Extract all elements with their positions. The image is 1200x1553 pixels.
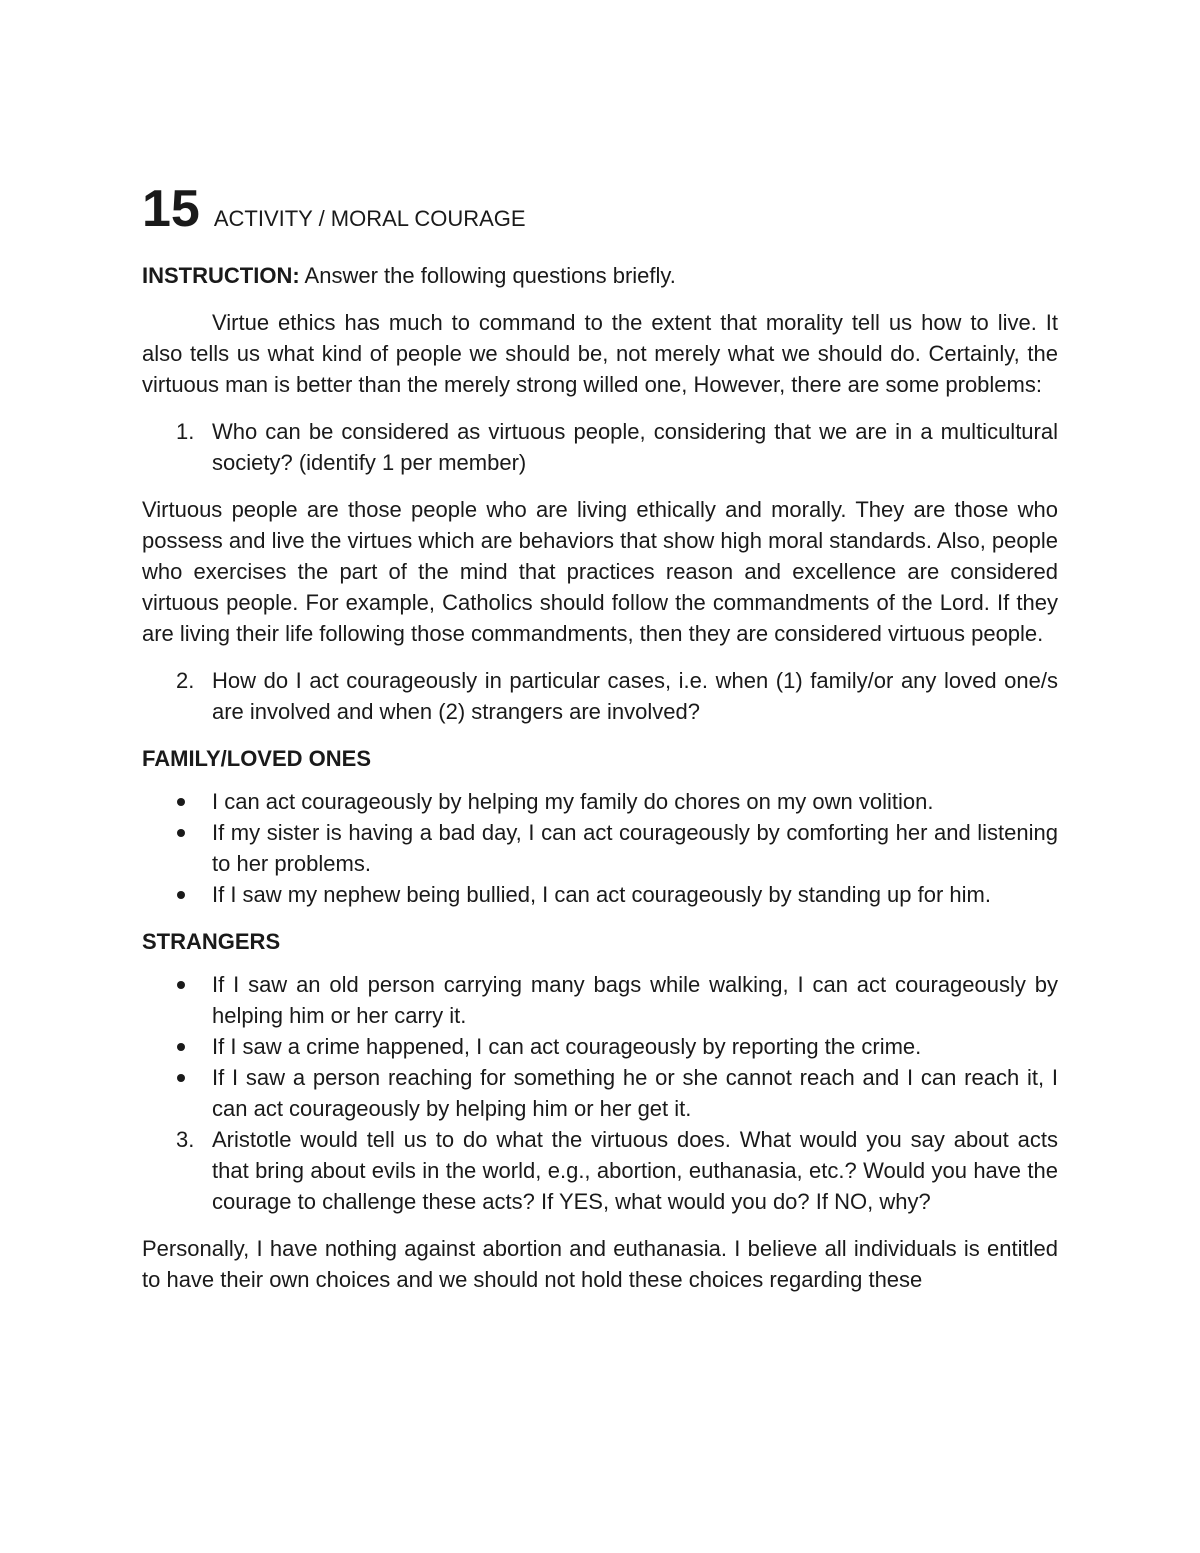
question-item <box>142 665 1058 727</box>
bullet-icon <box>177 798 185 806</box>
activity-title: ACTIVITY / MORAL COURAGE <box>213 206 526 231</box>
list-item <box>142 817 1058 879</box>
list-item <box>142 1031 1058 1062</box>
intro-paragraph: Virtue ethics has much to command to the extent that morality tell us how to live. It also tells us what kind of people we should be, not merely what we should do. Certainly, the virtuous man is better than the merely strong willed one, However, there are some problems: <box>142 310 1058 397</box>
list-item-text: If I saw a person reaching for something he or she cannot reach and I can reach it, I can act courageously by helping him or her get it. <box>212 1065 1058 1121</box>
question-list-1 <box>142 416 1058 478</box>
question-item <box>142 1124 1058 1217</box>
activity-heading <box>142 178 1058 240</box>
question-text: Who can be considered as virtuous people, considering that we are in a multicultural society? (identify 1 per member) <box>212 419 1058 475</box>
list-item <box>142 1062 1058 1124</box>
question-text: Aristotle would tell us to do what the virtuous does. What would you say about acts that bring about evils in the world, e.g., abortion, euthanasia, etc.? Would you have the courage to challenge these acts? If YES, what would you do? If NO, why? <box>212 1127 1058 1214</box>
answer-paragraph-1: Virtuous people are those people who are living ethically and morally. They are those who possess and live the virtues which are behaviors that show high moral standards. Also, people who exercises the part of the mind that practices reason and excellence are considered virtuous people. For example, Catholics should follow the commandments of the Lord. If they are living their life following those commandments, then they are considered virtuous people. <box>142 497 1058 646</box>
question-list-2 <box>142 665 1058 727</box>
list-item-text: If I saw my nephew being bullied, I can act courageously by standing up for him. <box>212 882 991 907</box>
list-item-text: If I saw an old person carrying many bags while walking, I can act courageously by helping him or her carry it. <box>212 972 1058 1028</box>
question-number: 2. <box>176 668 195 693</box>
bullet-icon <box>177 1043 185 1051</box>
question-list-3 <box>142 1124 1058 1217</box>
strangers-section-title: STRANGERS <box>142 929 281 954</box>
bullet-icon <box>177 1074 185 1082</box>
family-bullet-list <box>142 786 1058 910</box>
instruction-text: Answer the following questions briefly. <box>299 263 676 288</box>
bullet-icon <box>177 891 185 899</box>
document-body <box>142 178 1058 1311</box>
list-item <box>142 786 1058 817</box>
strangers-bullet-list <box>142 969 1058 1124</box>
instruction-label: INSTRUCTION: <box>142 263 300 288</box>
list-item-text: If I saw a crime happened, I can act courageously by reporting the crime. <box>212 1034 922 1059</box>
answer-paragraph-3: Personally, I have nothing against abortion and euthanasia. I believe all individuals is entitled to have their own choices and we should not hold these choices regarding these <box>142 1236 1058 1292</box>
instruction-line <box>142 260 1058 291</box>
bullet-icon <box>177 981 185 989</box>
question-number: 3. <box>176 1127 195 1152</box>
activity-number: 15 <box>142 180 200 238</box>
family-section-title: FAMILY/LOVED ONES <box>142 746 372 771</box>
bullet-icon <box>177 829 185 837</box>
list-item-text: I can act courageously by helping my family do chores on my own volition. <box>212 789 934 814</box>
question-text: How do I act courageously in particular cases, i.e. when (1) family/or any loved one/s are involved and when (2) strangers are involved? <box>212 668 1058 724</box>
question-number: 1. <box>176 419 195 444</box>
list-item-text: If my sister is having a bad day, I can act courageously by comforting her and listening to her problems. <box>212 820 1058 876</box>
list-item <box>142 879 1058 910</box>
list-item <box>142 969 1058 1031</box>
question-item <box>142 416 1058 478</box>
